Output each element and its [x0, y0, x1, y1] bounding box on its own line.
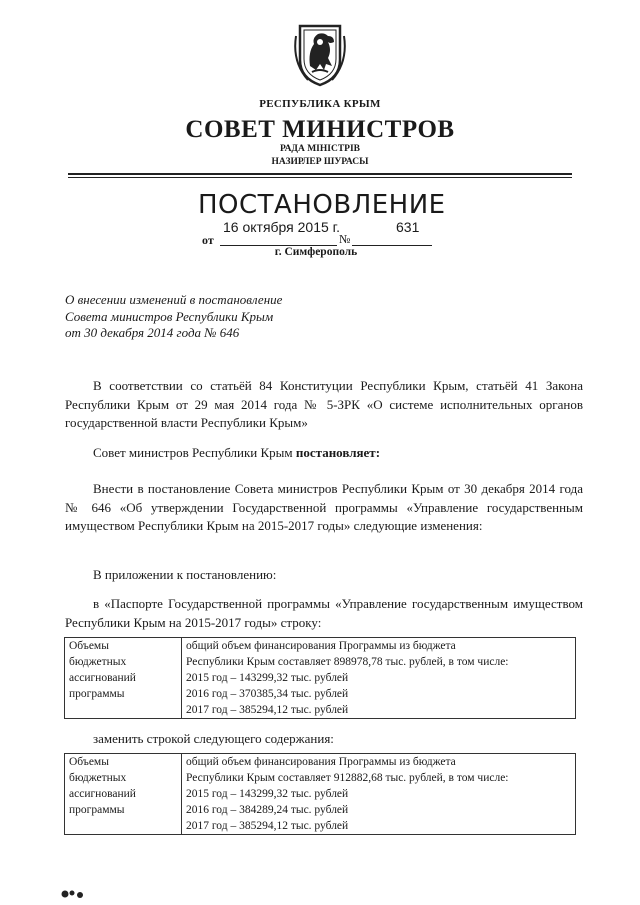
label-line: бюджетных — [69, 656, 127, 668]
table-value-cell — [182, 754, 576, 835]
council-name-crimean-tatar: НАЗИРЛЕР ШУРАСЫ — [271, 157, 369, 167]
resolves-keyword: постановляет: — [295, 445, 381, 460]
amendment-paragraph: Внести в постановление Совета министров Республики Крым от 30 декабря 2014 года № 646 «Об утверждении Государственной программы «Управление государственным имуществом Республики Крым на 2015-2017 годы» следующие изменения: — [65, 481, 583, 533]
label-line: Объемы — [69, 756, 109, 768]
value-line: Республики Крым составляет 912882,68 тыс. рублей, в том числе: — [186, 772, 509, 784]
value-line: общий объем финансирования Программы из бюджета — [186, 640, 456, 652]
value-line: 2016 год – 370385,34 тыс. рублей — [186, 688, 349, 700]
label-line: программы — [69, 688, 125, 700]
resolves-paragraph — [65, 444, 583, 463]
old-funding-table — [64, 637, 576, 719]
value-line: 2015 год – 143299,32 тыс. рублей — [186, 788, 349, 800]
value-line: Республики Крым составляет 898978,78 тыс. рублей, в том числе: — [186, 656, 509, 668]
label-line: ассигнований — [69, 672, 136, 684]
number-label: № — [339, 232, 351, 246]
label-line: программы — [69, 804, 125, 816]
document-number: 631 — [396, 219, 420, 235]
value-line: 2016 год – 384289,24 тыс. рублей — [186, 804, 349, 816]
label-line: ассигнований — [69, 788, 136, 800]
document-title: ПОСТАНОВЛЕНИЕ — [198, 190, 446, 220]
table-row — [65, 638, 576, 719]
city-name: г. Симферополь — [274, 246, 358, 258]
replace-paragraph: заменить строкой следующего содержания: — [93, 731, 334, 746]
document-subject — [65, 292, 282, 342]
label-line: Объемы — [69, 640, 109, 652]
value-line: 2015 год – 143299,32 тыс. рублей — [186, 672, 349, 684]
header-divider-thin — [68, 177, 572, 178]
republic-name: РЕСПУБЛИКА КРЫМ — [259, 98, 381, 110]
new-funding-table — [64, 753, 576, 835]
scan-mark-icon — [60, 888, 88, 900]
table-value-cell — [182, 638, 576, 719]
passport-paragraph: в «Паспорте Государственной программы «Управление государственным имуществом Республики Крым на 2015-2017 годы» строку: — [65, 596, 583, 630]
value-line: 2017 год – 385294,12 тыс. рублей — [186, 704, 349, 716]
subject-line: Совета министров Республики Крым — [65, 308, 274, 324]
subject-line: О внесении изменений в постановление — [65, 292, 283, 307]
council-name-ukrainian: РАДА МІНІСТРІВ — [279, 144, 360, 154]
crimea-coat-of-arms-emblem — [294, 22, 346, 88]
table-row — [65, 754, 576, 835]
basis-paragraph: В соответствии со статьёй 84 Конституции Республики Крым, статьёй 41 Закона Республики Крым от 29 мая 2014 года № 5-ЗРК «О системе исполнительных органов государственной власти Республики Крым» — [65, 378, 583, 430]
resolves-text: Совет министров Республики Крым — [93, 445, 296, 460]
document-date: 16 октября 2015 г. — [223, 219, 340, 235]
date-from-label: от — [202, 233, 214, 247]
label-line: бюджетных — [69, 772, 127, 784]
table-label-cell — [65, 754, 182, 835]
value-line: 2017 год – 385294,12 тыс. рублей — [186, 820, 349, 832]
council-title: СОВЕТ МИНИСТРОВ — [185, 116, 455, 143]
table-label-cell — [65, 638, 182, 719]
value-line: общий объем финансирования Программы из бюджета — [186, 756, 456, 768]
subject-line: от 30 декабря 2014 года № 646 — [65, 325, 240, 340]
header-divider-thick — [68, 173, 572, 175]
annex-paragraph: В приложении к постановлению: — [93, 567, 277, 582]
